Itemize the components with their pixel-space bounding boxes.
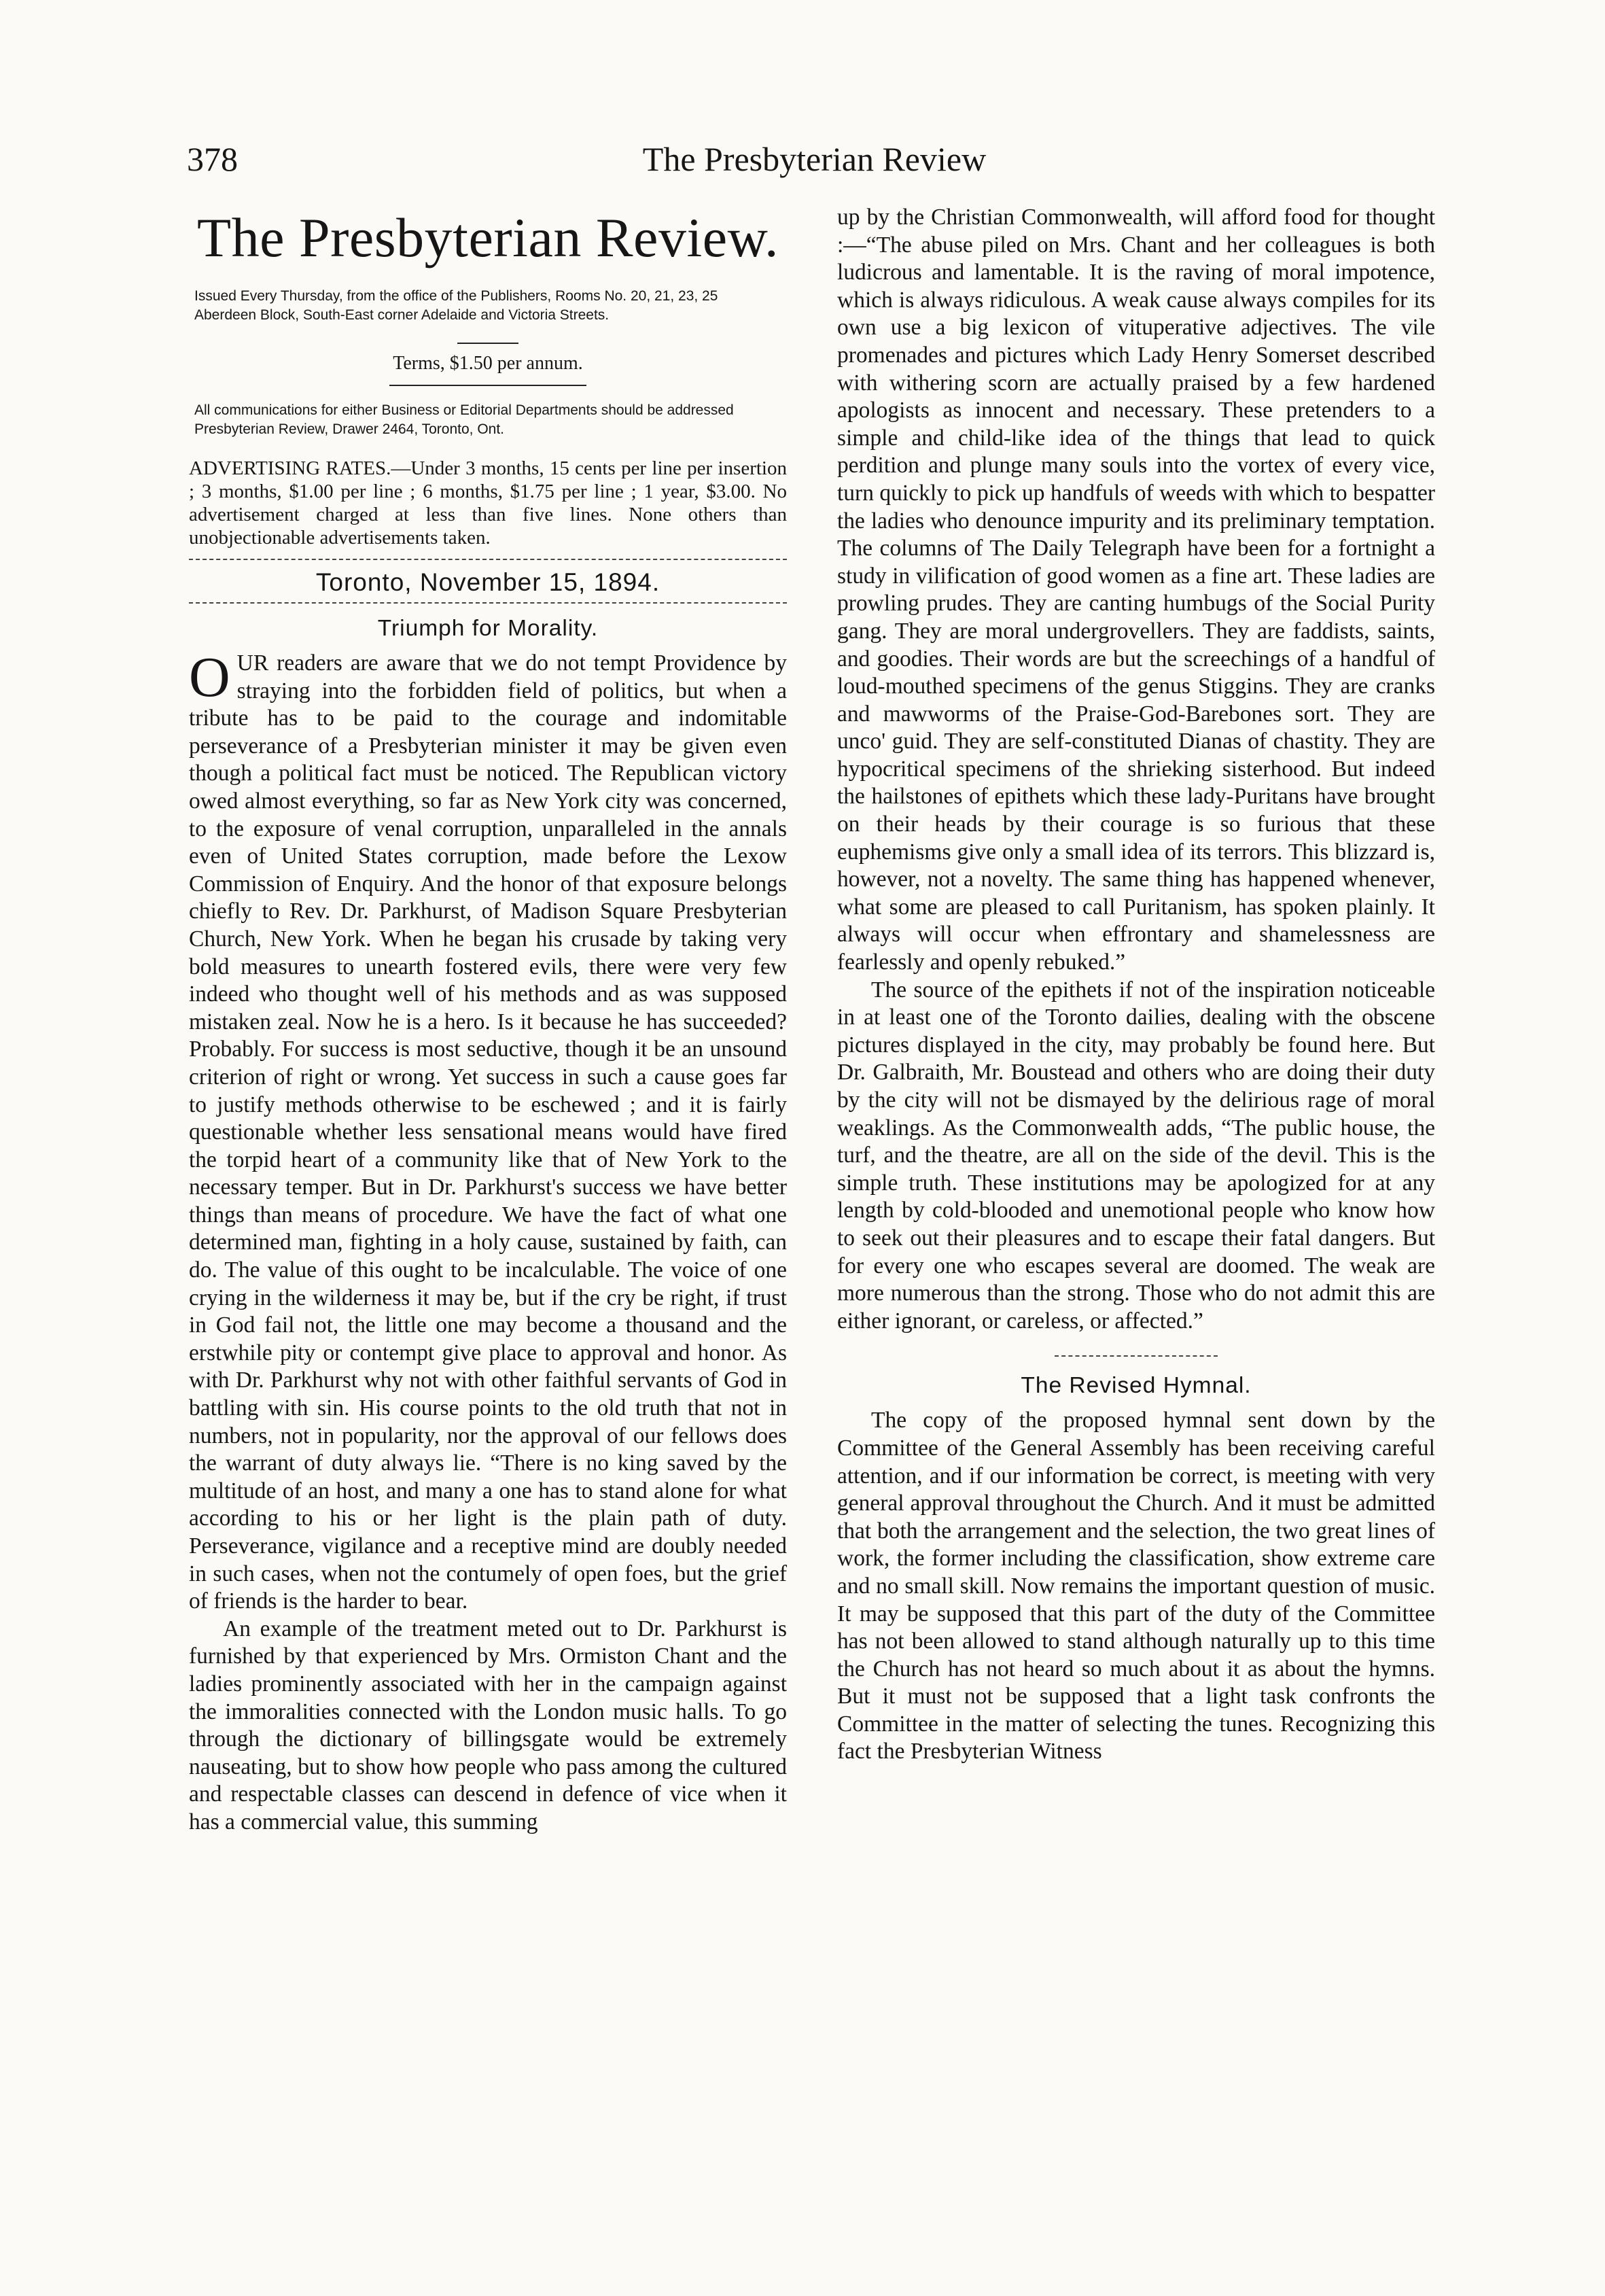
article-heading: Triumph for Morality. — [377, 616, 599, 641]
advertising-rates: ADVERTISING RATES.—Under 3 months, 15 cents per line per insertion ; 3 months, $1.00 per line ; 6 months, $1.75 per line ; 1 year, $3.00. No advertisement charged at less than five lines. None others than unobjectionable advertisements taken. — [189, 457, 787, 549]
masthead-title: The Presbyterian Review. — [196, 207, 779, 268]
running-header — [187, 139, 1442, 187]
article-paragraph: up by the Christian Commonwealth, will afford food for thought :—“The abuse piled on Mrs. Chant and her colleagues is both ludicrous and lamentable. It is the raving of moral impotence, which is always ridiculous. A weak cause always compiles for its own use a big lexicon of vituperative adjectives. The vile promenades and pictures which Lady Henry Somerset described with withering scorn are actually praised by a few hardened apologists as innocent and necessary. These pretenders to a simple and child-like idea of the things that lead to quick perdition and plunge many souls into the vortex of every vice, turn quickly to pick up handfuls of weeds with which to bespatter the ladies who denounce impurity and its preliminary temptation. The columns of The Daily Telegraph have been for a fortnight a study in vilification of good women as a fine art. These ladies are prowling prudes. They are canting humbugs of the Social Purity gang. They are moral undergrovellers. They are faddists, saints, and goodies. Their words are but the screechings of a handful of loud-mouthed specimens of the genus Stiggins. They are cranks and mawworms of the Praise-God-Barebones sort. They are unco' guid. They are self-constituted Dianas of chastity. They are hypocritical specimens of the shrieking sisterhood. But indeed the hailstones of epithets which these lady-Puritans have brought on their heads by their courage is so furious that these euphemisms give only a small idea of its terrors. This blizzard is, however, not a novelty. The same thing has happened whenever, what some are pleased to call Puritanism, has spoken plainly. It always will occur when effrontary and shamelessness are fearlessly and openly rebuked.” — [837, 205, 1435, 975]
article-paragraph — [189, 646, 787, 1616]
divider — [389, 385, 586, 386]
article-paragraph: The source of the epithets if not of the inspiration noticeable in at least one of the Toronto dailies, dealing with the obscene pictures displayed in the city, may probably be found here. But Dr. Galbraith, Mr. Boustead and others who are doing their duty by the city will not be dismayed by the delirious rage of moral weaklings. As the Commonwealth adds, “The public house, the turf, and the theatre, are all on the side of the devil. This is the simple truth. These institutions may be apologized for at any length by cold-blooded and unemotional people who know how to seek out their pleasures and to escape their fatal dangers. But for every one who escapes several are doomed. The weak are more numerous than the strong. Those who do not admit this are either ignorant, or careless, or affected.” — [837, 977, 1435, 1334]
subscription-terms: Terms, $1.50 per annum. — [393, 353, 583, 374]
drop-cap: O — [189, 646, 230, 709]
article-heading: The Revised Hymnal. — [1021, 1373, 1252, 1399]
right-column — [837, 204, 1435, 1766]
article-paragraph: An example of the treatment meted out to Dr. Parkhurst is furnished by that experienced by Mrs. Ormiston Chant and the ladies prominently associated with her in the campaign against the immoralities connected with the London music halls. To go through the dictionary of billingsgate would be extremely nauseating, but to show how people who pass among the cultured and respectable classes can descend in defence of vice when it has a commercial value, this summing — [189, 1616, 787, 1834]
paragraph-text: UR readers are aware that we do not tempt Providence by straying into the forbidden field of politics, but when a tribute has to be paid to the courage and indomitable perseverance of a Presbyterian minister it may be given even though a political fact must be noticed. The Republican victory owed almost everything, so far as New York city was concerned, to the exposure of venal corruption, unparalleled in the annals even of United States corruption, made before the Lexow Commission of Enquiry. And the honor of that exposure belongs chiefly to Rev. Dr. Parkhurst, of Madison Square Presbyterian Church, New York. When he began his crusade by taking very bold measures to unearth fostered evils, there were very few indeed who thought well of his methods and as was supposed mistaken zeal. Now he is a hero. Is it because he has succeeded? Probably. For success is most seductive, though it be an unsound criterion of right or wrong. Yet success in such a cause goes far to justify methods otherwise to be eschewed ; and it is fairly questionable whether less sensational means would have fired the torpid heart of a community like that of New York to the necessary temper. But in Dr. Parkhurst's success we have better things than means of procedure. We have the fact of what one determined man, fighting in a holy cause, sustained by faith, can do. The value of this ought to be incalculable. The voice of one crying in the wilderness it may be, but if the cry be right, if trust in God fail not, the little one may become a thousand and the erstwhile pity or contempt give place to approval and honor. As with Dr. Parkhurst why not with other faithful servants of God in battling with sin. His course points to the old truth that not in numbers, not in popularity, nor the approval of our fellows does the warrant of duty always lie. “There is no king saved by the multitude of an host, and many a one has to stand alone for what according to his or her light is the plain path of duty. Perseverance, vigilance and a receptive mind are doubly needed in such cases, when not the contumely of open foes, but the grief of friends is the harder to bear. — [189, 650, 787, 1614]
communications-notice: All communications for either Business or Editorial Departments should be addressed Presbyterian Review, Drawer 2464, Toronto, Ont. — [194, 402, 734, 437]
page-number: 378 — [187, 140, 238, 178]
running-title: The Presbyterian Review — [642, 140, 987, 178]
divider — [457, 343, 518, 344]
article-paragraph: The copy of the proposed hymnal sent down by the Committee of the General Assembly has been receiving careful attention, and if our information be correct, is meeting with very general approval throughout the Church. And it must be admitted that both the arrangement and the selection, the two great lines of work, the former including the classification, show extreme care and no small skill. Now remains the important question of music. It may be supposed that this part of the duty of the Committee has not been allowed to stand although naturally up to this time the Church has not heard so much about it as about the hymns. But it must not be supposed that a light task confronts the Committee in the matter of selecting the tunes. Recognizing this fact the Presbyterian Witness — [837, 1408, 1435, 1764]
publication-imprint: Issued Every Thursday, from the office of the Publishers, Rooms No. 20, 21, 23, 25 Aberdeen Block, South-East corner Adelaide and Victoria Streets. — [194, 288, 718, 323]
divider — [1055, 1355, 1218, 1357]
divider — [189, 559, 787, 560]
dateline: Toronto, November 15, 1894. — [315, 568, 660, 596]
divider — [189, 602, 787, 604]
left-column — [189, 204, 787, 1837]
